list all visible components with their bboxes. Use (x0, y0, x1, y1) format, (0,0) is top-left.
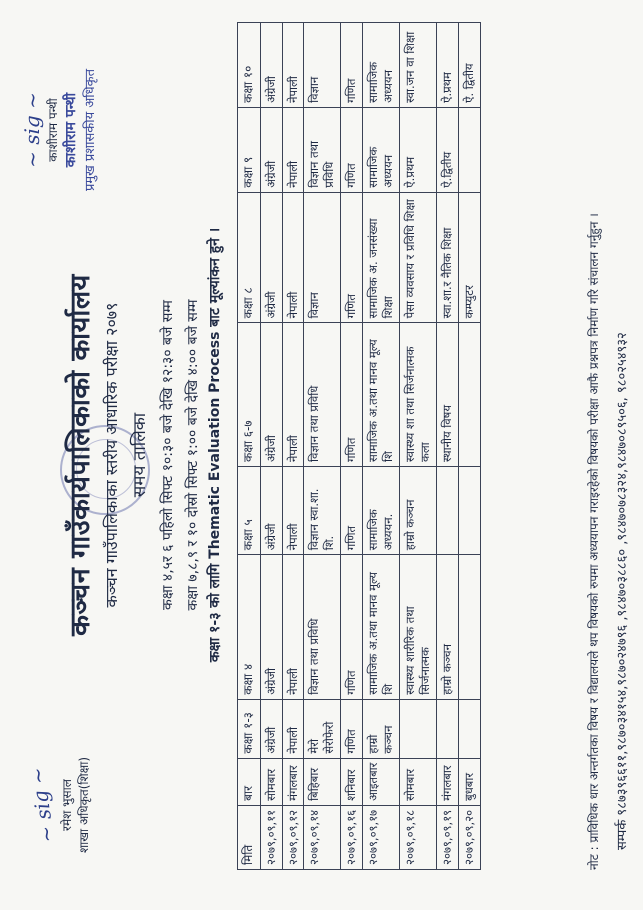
table-cell: सामाजिक अ.तथा मानव मूल्य शि (363, 323, 400, 467)
table-cell: मेरो सेरोफेरो (304, 699, 341, 758)
signatory-name-left: रमेश भुसाल (60, 779, 74, 831)
header-grade-9: कक्षा ९ (238, 107, 261, 192)
table-cell: नेपाली (282, 699, 304, 758)
table-cell: २०७९,०९,१४ (304, 805, 341, 869)
table-cell: सामाजिक अध्ययन. (363, 466, 400, 554)
table-cell: कम्प्युटर (458, 192, 480, 323)
table-cell: २०७९,०९,१९ (437, 805, 459, 869)
table-cell: गणित (341, 555, 363, 700)
table-cell: ऐ.प्रथम (400, 107, 437, 192)
table-cell: अंग्रेजी (260, 23, 282, 108)
table-cell: स्वा.शा.र नैतिक शिक्षा (437, 192, 459, 323)
table-cell: सोमबार (260, 758, 282, 805)
header-grade-1-3: कक्षा १-३ (238, 699, 261, 758)
schedule-label: समय तालिका (130, 412, 150, 498)
table-cell: नेपाली (282, 192, 304, 323)
table-cell: अंग्रेजी (260, 192, 282, 323)
table-cell (458, 699, 480, 758)
table-cell: सामाजिक अ.तथा मानव मूल्य शि (363, 555, 400, 700)
table-row (400, 23, 437, 870)
table-cell: २०७९,०९,२० (458, 805, 480, 869)
table-cell: ऐ.द्वितीय (437, 107, 459, 192)
table-cell (437, 699, 459, 758)
table-cell: २०७९,०९,१७ (363, 805, 400, 869)
table-cell: पेसा व्यवसाय र प्रविधि शिक्षा (400, 192, 437, 323)
table-cell (458, 323, 480, 467)
table-cell: २०७९,०९,११ (260, 805, 282, 869)
table-row (363, 23, 400, 870)
header-grade-6-7: कक्षा ६-७ (238, 323, 261, 467)
header-date: मिति (238, 805, 261, 869)
exam-subtitle: कञ्चन गाउँपालिकाका स्तरीय आधारिक परीक्षा २०७९ (102, 302, 121, 608)
table-row (304, 23, 341, 870)
table-cell: गणित (341, 466, 363, 554)
header-grade-4: कक्षा ४ (238, 555, 261, 700)
table-cell (458, 466, 480, 554)
table-cell: स्वास्थ्य शारीरिक तथा सिर्जनात्मक (400, 555, 437, 700)
header-grade-10: कक्षा १० (238, 23, 261, 108)
table-cell: हाम्रो कञ्चन (437, 555, 459, 700)
table-cell: २०७९,०९,१८ (400, 805, 437, 869)
table-row (282, 23, 304, 870)
exam-schedule-table (237, 22, 481, 870)
table-cell: ऐ.प्रथम (437, 23, 459, 108)
table-cell: सामाजिक अध्ययन (363, 23, 400, 108)
table-cell: नेपाली (282, 107, 304, 192)
table-cell: अंग्रेजी (260, 699, 282, 758)
signatory-title-left: शाखा अधिकृत(शिक्षा) (77, 756, 91, 854)
table-cell (437, 466, 459, 554)
table-cell: सामाजिक अध्ययन (363, 107, 400, 192)
shift-time-2: कक्षा ७,८,९ र १० दोस्रो सिफ्ट १:०० बजे देखि ४:०० बजे सम्म (185, 299, 201, 611)
table-cell: विज्ञान तथा प्रविधि (304, 107, 341, 192)
table-cell: विज्ञान (304, 192, 341, 323)
contact-numbers: सम्पर्क ९८७३९६६११,९८७०३४१५४,९८७०२४७९६ ,९८४७०३८८६० ,९८४७०७८३२४,९८४७०८९५०६, ९८०२५४९३२ (615, 332, 630, 850)
table-cell (400, 699, 437, 758)
instruction-note: नोट : प्राविधिक धार अन्तर्गतका विषय र विद्यालयले थप विषयको रुपमा अध्ययापन गराइरहेको विषयको परीक्षा आफै प्रश्नपत्र निर्माण गरि संचालन गर्नुहुन । (587, 213, 601, 870)
table-cell: नेपाली (282, 466, 304, 554)
table-cell: गणित (341, 323, 363, 467)
table-cell: विज्ञान तथा प्रविधि (304, 555, 341, 700)
table-cell: गणित (341, 192, 363, 323)
signatory-name-right: काशीराम पन्थी (46, 98, 60, 162)
table-cell (458, 555, 480, 700)
table-cell: स्वा.जन वा शिक्षा (400, 23, 437, 108)
table-cell: बुधबार (458, 758, 480, 805)
table-cell: २०७९,०९,१६ (341, 805, 363, 869)
table-cell: अंग्रेजी (260, 466, 282, 554)
handwritten-signature-left: ~ sig ~ (24, 765, 60, 845)
table-cell: सामाजिक अ. जनसंख्या शिक्षा (363, 192, 400, 323)
table-cell: मंगलबार (437, 758, 459, 805)
table-cell (458, 107, 480, 192)
table-cell: स्वास्थ्य शा तथा सिर्जनात्मक कला (400, 323, 437, 467)
table-cell: नेपाली (282, 555, 304, 700)
table-cell: शनिबार (341, 758, 363, 805)
shift-time-1: कक्षा ४,५र ६ पहिलो सिफ्ट १०:३० बजे देखि १२:३० बजे सम्म (160, 300, 176, 610)
table-cell: हाम्रो कञ्चन (400, 466, 437, 554)
stamp-name: काशीराम पन्थी (63, 92, 79, 168)
evaluation-note: कक्षा १-३ को लागि Thematic Evaluation Process बाट मूल्यांकन हुने । (207, 227, 223, 663)
table-cell: बिहिबार (304, 758, 341, 805)
table-cell: मंगलबार (282, 758, 304, 805)
table-row (260, 23, 282, 870)
table-cell: विज्ञान तथा प्रविधि (304, 323, 341, 467)
table-cell: नेपाली (282, 23, 304, 108)
table-cell: २०७९,०९,१२ (282, 805, 304, 869)
table-cell: सोमबार (400, 758, 437, 805)
table-cell: नेपाली (282, 323, 304, 467)
table-row (341, 23, 363, 870)
header-grade-5: कक्षा ५ (238, 466, 261, 554)
table-cell: विज्ञान स्वा.शा. शि. (304, 466, 341, 554)
table-cell: अंग्रेजी (260, 323, 282, 467)
table-cell: अंग्रेजी (260, 107, 282, 192)
stamp-title: प्रमुख प्रशासकीय अधिकृत (83, 68, 98, 192)
table-cell: गणित (341, 23, 363, 108)
table-cell: स्थानीय विषय (437, 323, 459, 467)
office-title: कञ्चन गाउँकार्यपालिकाको कार्यालय (65, 274, 96, 636)
table-cell: हाम्रो कञ्चन (363, 699, 400, 758)
handwritten-signature-right: ~ sig ~ (20, 92, 44, 168)
table-row (458, 23, 480, 870)
table-cell: गणित (341, 699, 363, 758)
table-cell: विज्ञान (304, 23, 341, 108)
table-header-row (238, 23, 261, 870)
table-cell: अंग्रेजी (260, 555, 282, 700)
table-row (437, 23, 459, 870)
header-grade-8: कक्षा ८ (238, 192, 261, 323)
table-cell: ऐ. द्वितीय (458, 23, 480, 108)
table-cell: आइतबार (363, 758, 400, 805)
table-cell: गणित (341, 107, 363, 192)
header-day: बार (238, 758, 261, 805)
